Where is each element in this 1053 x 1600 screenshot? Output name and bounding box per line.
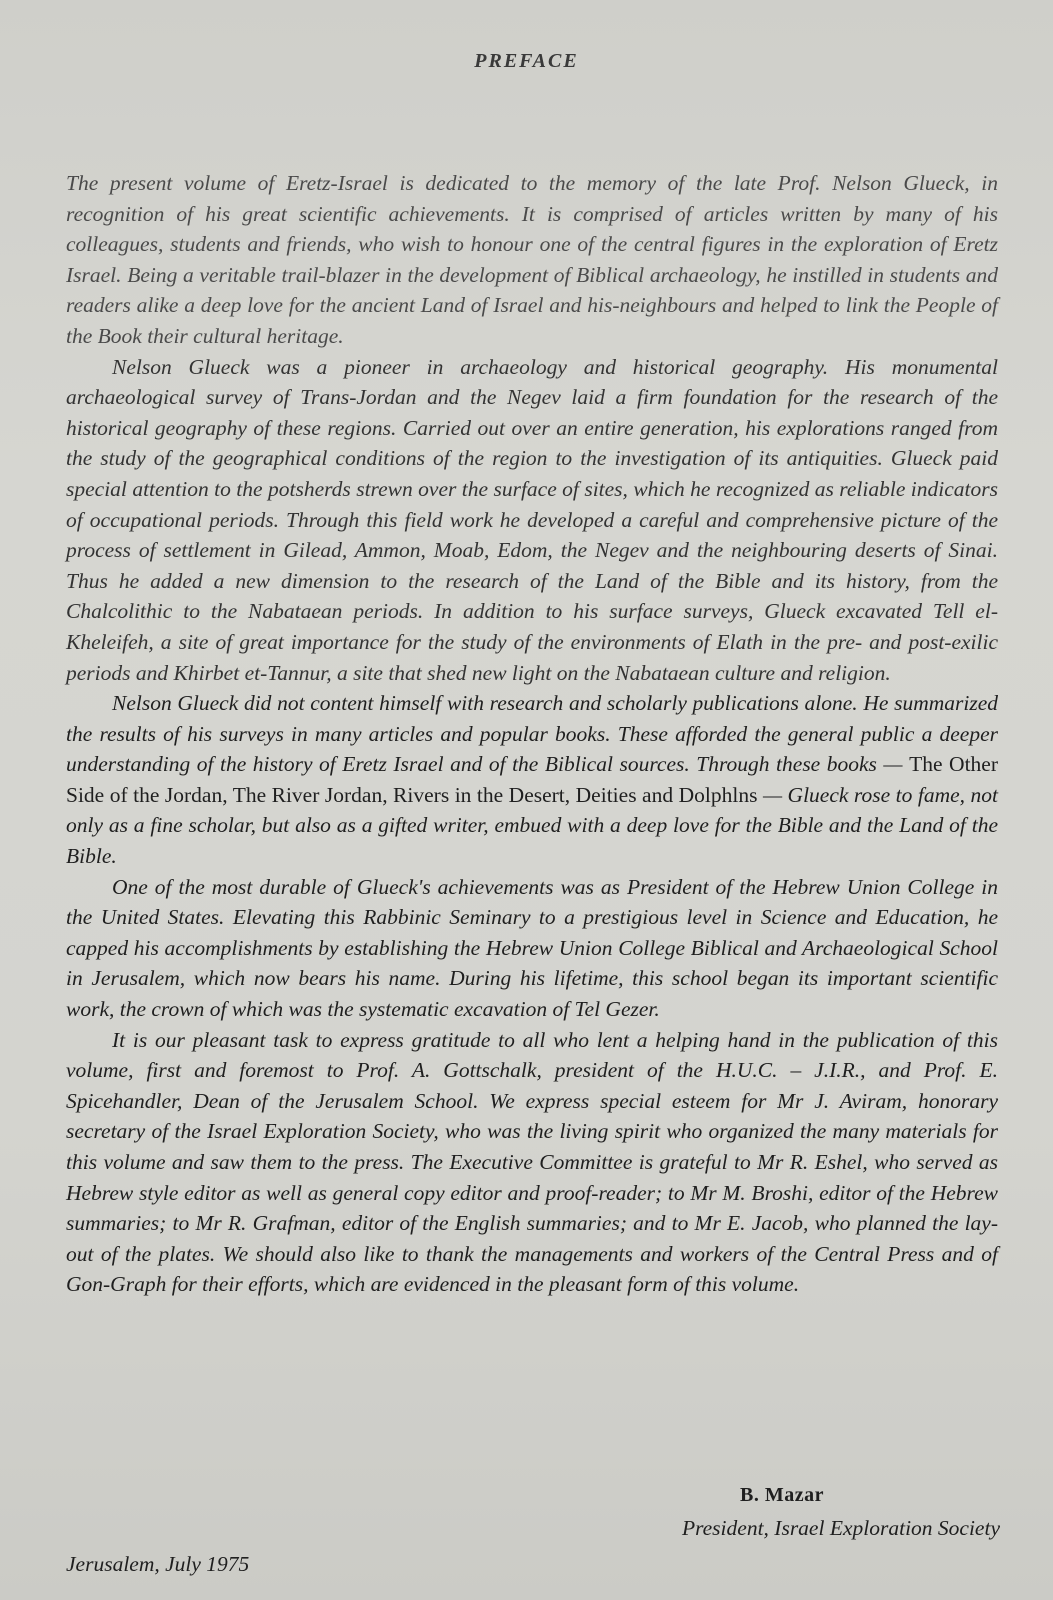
page-title: PREFACE: [474, 50, 579, 72]
publications-text-after: — Glueck rose to fame, not only as a fine scholar, but also as a gifted writer, embued with a deep love for the Bible and the Land of the Bible.: [66, 782, 999, 869]
paragraph-publications: [66, 688, 998, 872]
publications-text-before: Nelson Glueck did not content himself with research and scholarly publications alone. He summarized the results of his surveys in many articles and popular books. These afforded the general public a deeper understanding of the history of Eretz Israel and of the Biblical sources. Through these books —: [66, 691, 998, 777]
signature-name: B. Mazar: [740, 1484, 824, 1506]
paragraph-huc: One of the most durable of Glueck's achievements was as President of the Hebrew Union College in the United States. Elevating this Rabbinic Seminary to a prestigious level in Science and Education, he capped his accomplishments by establishing the Hebrew Union College Biblical and Archaeological School in Jerusalem, which now bears his name. During his lifetime, this school began its important scientific work, the crown of which was the systematic excavation of Tel Gezer.: [66, 874, 998, 1022]
paragraph-acknowledgements: It is our pleasant task to express gratitude to all who lent a helping hand in the publication of this volume, first and foremost to Prof. A. Gottschalk, president of the H.U.C. – J.I.R., and Prof. E. Spicehandler, Dean of the Jerusalem School. We express special esteem for Mr J. Aviram, honorary secretary of the Israel Exploration Society, who was the living spirit who organized the many materials for this volume and saw them to the press. The Executive Committee is grateful to Mr R. Eshel, who served as Hebrew style editor as well as general copy editor and proof-reader; to Mr M. Broshi, editor of the Hebrew summaries; to Mr R. Grafman, editor of the English summaries; and to Mr E. Jacob, who planned the lay-out of the plates. We should also like to thank the managements and workers of the Central Press and of Gon-Graph for their efforts, which are evidenced in the pleasant form of this volume.: [66, 1027, 998, 1297]
signature-role: President, Israel Exploration Society: [681, 1516, 1000, 1540]
dateline: Jerusalem, July 1975: [66, 1552, 250, 1576]
paragraph-dedication: The present volume of Eretz-Israel is dedicated to the memory of the late Prof. Nelson Glueck, in recognition of his great scientific achievements. It is comprised of articles written by many of his colleagues, students and friends, who wish to honour one of the central figures in the exploration of Eretz Israel. Being a veritable trail-blazer in the development of Biblical archaeology, he instilled in students and readers alike a deep love for the ancient Land of Israel and his-neighbours and helped to link the People of the Book their cultural heritage.: [66, 171, 998, 348]
paragraph-pioneer: Nelson Glueck was a pioneer in archaeology and historical geography. His monumental archaeological survey of Trans-Jordan and the Negev laid a firm foundation for the research of the historical geography of these regions. Carried out over an entire generation, his explorations ranged from the study of the geographical conditions of the region to the investigation of its antiquities. Glueck paid special attention to the potsherds strewn over the surface of sites, which he recognized as reliable indicators of occupational periods. Through this field work he developed a careful and comprehensive picture of the process of settlement in Gilead, Ammon, Moab, Edom, the Negev and the neighbouring deserts of Sinai. Thus he added a new dimension to the research of the Land of the Bible and its history, from the Chalcolithic to the Nabataean periods. In addition to his surface surveys, Glueck excavated Tell el-Kheleifeh, a site of great importance for the study of the environments of Elath in the pre- and post-exilic periods and Khirbet et-Tannur, a site that shed new light on the Nabataean culture and religion.: [66, 354, 998, 685]
book-titles: The Other Side of the Jordan, The River Jordan, Rivers in the Desert, Deities and Dolphlns: [66, 752, 998, 807]
preface-body: [66, 168, 998, 1300]
